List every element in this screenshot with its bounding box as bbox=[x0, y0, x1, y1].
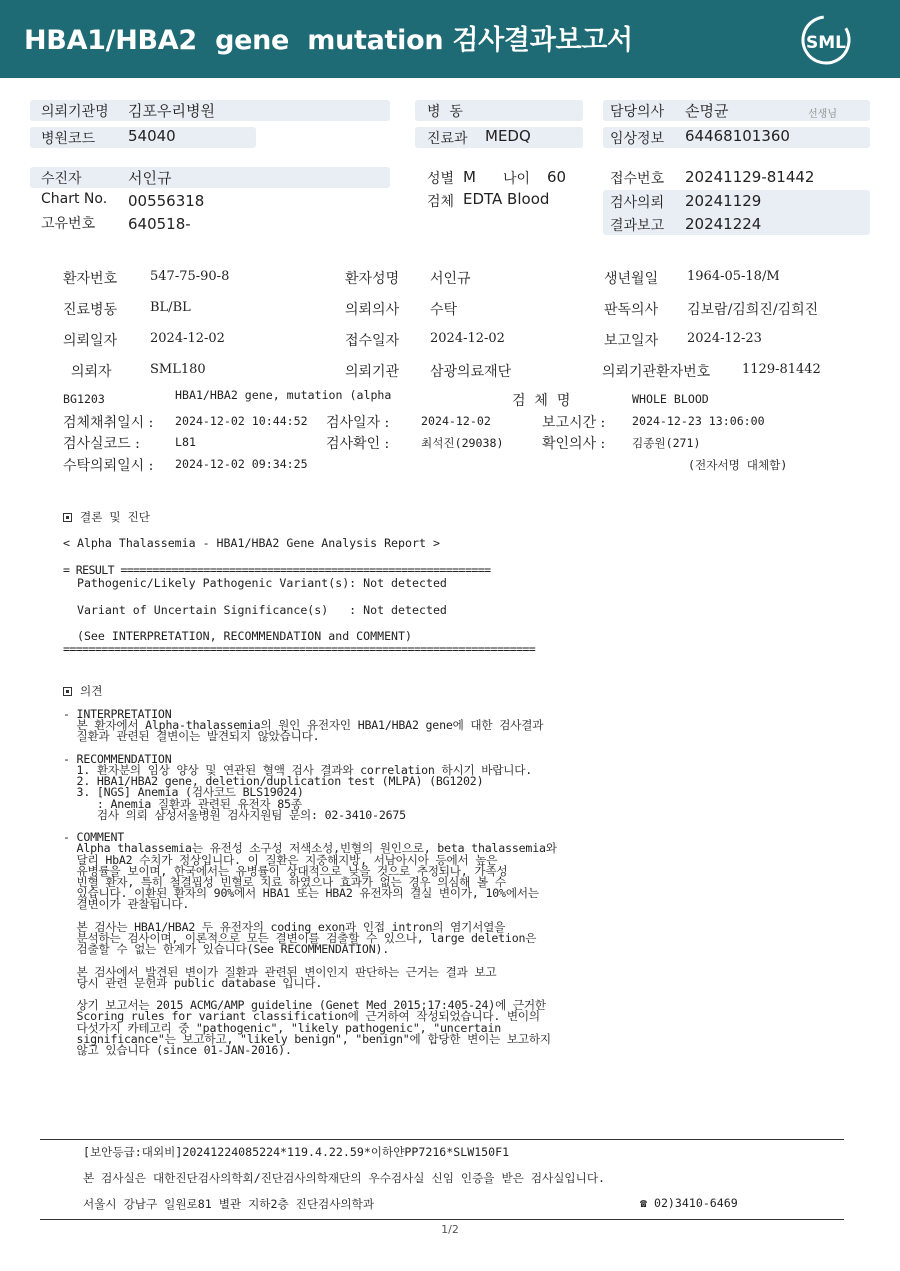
sex-value: M bbox=[463, 168, 476, 186]
opinion-line: significance"는 보고하고, "likely benign", "benign"에 합당한 변이는 보고하지 bbox=[63, 1031, 551, 1046]
request-label: 검사의뢰 bbox=[610, 195, 665, 211]
receipt-no-value: 20241129-81442 bbox=[685, 168, 815, 186]
page-title: HBA1/HBA2 gene mutation 검사결과보고서 bbox=[24, 25, 633, 56]
hospital-code-value: 54040 bbox=[128, 127, 176, 145]
request-value: 20241129 bbox=[685, 192, 762, 210]
doctor-suffix: 선생님 bbox=[808, 109, 837, 120]
opinion-line: 1. 환자분의 임상 양상 및 연관된 혈액 검사 결과와 correlation 하시기 바랍니다. bbox=[63, 763, 533, 777]
report-time-label: 보고시간 : bbox=[542, 415, 606, 431]
dob-label: 생년월일 bbox=[604, 271, 659, 287]
inst-pid-label: 의뢰기관환자번호 bbox=[602, 364, 711, 380]
opinion-line: 상기 보고서는 2015 ACMG/AMP guideline (Genet Med 2015;17:405-24)에 근거한 bbox=[63, 998, 546, 1013]
reading-doc-label: 판독의사 bbox=[604, 302, 659, 318]
opinion-line: 검출할 수 없는 한계가 있습니다(See RECOMMENDATION). bbox=[63, 942, 390, 957]
page-number: 1/2 bbox=[441, 1223, 459, 1236]
chart-no-label: Chart No. bbox=[41, 191, 108, 207]
checker-label: 확인의사 : bbox=[542, 436, 606, 452]
age-label: 나이 bbox=[503, 171, 531, 187]
consign-value: 2024-12-02 09:34:25 bbox=[175, 457, 308, 471]
req-date-value: 2024-12-02 bbox=[150, 331, 225, 346]
unique-id-label: 고유번호 bbox=[41, 216, 96, 232]
opinion-line: 검사 의뢰 삼성서울병원 검사지원팀 문의: 02-3410-2675 bbox=[63, 807, 406, 822]
opinion-line: 달리 HbA2 수치가 정상입니다. 이 질환은 지중해지방, 서남아시아 등에서 높은 bbox=[63, 852, 498, 867]
patient-value: 서인규 bbox=[128, 169, 172, 187]
pathogenic-line: Pathogenic/Likely Pathogenic Variant(s): Not detected bbox=[63, 576, 447, 590]
rec-date-label: 접수일자 bbox=[345, 333, 400, 349]
unique-id-value: 640518- bbox=[128, 215, 191, 233]
req-date-label: 의뢰일자 bbox=[63, 333, 118, 349]
opinion-line: 본 환자에서 Alpha-thalassemia의 원인 유전자인 HBA1/HBA2 gene에 대한 검사결과 bbox=[63, 718, 544, 733]
pid-value: 547-75-90-8 bbox=[150, 269, 230, 284]
opinion-line: 있습니다. 이환된 환자의 90%에서 HBA1 또는 HBA2 유전자의 결실 변이가, 10%에서는 bbox=[63, 886, 539, 901]
room-value: L81 bbox=[175, 435, 196, 449]
pname-value: 서인규 bbox=[430, 271, 471, 287]
specimen-name-value: WHOLE BLOOD bbox=[632, 392, 709, 406]
dob-value: 1964-05-18/M bbox=[687, 269, 780, 284]
pid-label: 환자번호 bbox=[63, 271, 118, 287]
institution-value: 김포우리병원 bbox=[128, 102, 215, 120]
specimen-value: EDTA Blood bbox=[463, 190, 550, 208]
room-label: 검사실코드 : bbox=[63, 436, 140, 452]
report-header bbox=[0, 0, 900, 78]
patient-label: 수진자 bbox=[41, 171, 82, 187]
requester-value: SML180 bbox=[150, 362, 206, 377]
conclusion-heading-text: 결론 및 진단 bbox=[80, 510, 150, 524]
ward2-value: BL/BL bbox=[150, 300, 191, 315]
receipt-no-label: 접수번호 bbox=[610, 171, 665, 187]
confirm-value: 최석진(29038) bbox=[421, 436, 504, 450]
specimen-name-label: 검 체 명 bbox=[512, 393, 571, 409]
age-value: 60 bbox=[547, 168, 567, 186]
opinion-line: - INTERPRETATION bbox=[63, 707, 172, 721]
reading-doc-value: 김보람/김희진/김희진 bbox=[687, 302, 819, 318]
vus-line: Variant of Uncertain Significance(s) : Not detected bbox=[63, 603, 447, 617]
opinion-line: 2. HBA1/HBA2 gene, deletion/duplication test (MLPA) (BG1202) bbox=[63, 774, 484, 789]
footer-divider-top bbox=[40, 1139, 844, 1140]
inst-pid-value: 1129-81442 bbox=[742, 362, 821, 377]
rep-date-label: 보고일자 bbox=[604, 333, 659, 349]
dept-label: 진료과 bbox=[427, 131, 468, 147]
test-date-value: 2024-12-02 bbox=[421, 414, 491, 428]
footer-divider-bottom bbox=[40, 1219, 844, 1220]
pname-label: 환자성명 bbox=[345, 271, 400, 287]
opinion-line: - COMMENT bbox=[63, 830, 125, 845]
rec-date-value: 2024-12-02 bbox=[430, 331, 505, 346]
see-line: (See INTERPRETATION, RECOMMENDATION and COMMENT) bbox=[63, 629, 413, 643]
opinion-line: 본 검사에서 발견된 변이가 질환과 관련된 변이인지 판단하는 근거는 결과 보고 bbox=[63, 964, 497, 979]
sex-label: 성별 bbox=[427, 171, 455, 187]
sml-logo-icon bbox=[800, 14, 852, 66]
result-line: = RESULT ========================================================== bbox=[63, 563, 491, 577]
req-inst-label: 의뢰기관 bbox=[345, 364, 400, 380]
dept-value: MEDQ bbox=[485, 127, 531, 145]
collect-label: 검체채취일시 : bbox=[63, 415, 154, 431]
phone-line: ☎ 02)3410-6469 bbox=[640, 1196, 738, 1210]
req-doc-label: 의뢰의사 bbox=[345, 302, 400, 318]
opinion-line: : Anemia 질환과 관련된 유전자 85종 bbox=[63, 796, 302, 811]
square-bullet-icon bbox=[63, 687, 72, 696]
opinion-line: 질환과 관련된 결변이는 발견되지 않았습니다. bbox=[63, 729, 320, 744]
sign-note: (전자서명 대체함) bbox=[688, 458, 788, 472]
end-line: ========================================================================== bbox=[63, 642, 536, 656]
specimen-label: 검체 bbox=[427, 194, 455, 210]
collect-value: 2024-12-02 10:44:52 bbox=[175, 414, 308, 428]
requester-label: 의뢰자 bbox=[71, 364, 112, 380]
opinion-line: 유병률을 보이며, 한국에서는 유병률이 상대적으로 낮을 것으로 추정되나, 가족성 bbox=[63, 863, 508, 878]
hospital-code-label: 병원코드 bbox=[41, 131, 96, 147]
opinion-line: 분석하는 검사이며, 이론적으로 모든 결변이를 검출할 수 있으나, large deletion은 bbox=[63, 931, 537, 945]
consign-label: 수탁의뢰일시 : bbox=[63, 458, 154, 474]
opinion-line: 결변이가 관찰됩니다. bbox=[63, 897, 190, 912]
report-time-value: 2024-12-23 13:06:00 bbox=[632, 414, 765, 428]
patient-box bbox=[30, 167, 390, 188]
cert-line: 본 검사실은 대한진단검사의학회/진단검사의학재단의 우수검사실 신임 인증을 받은 검사실입니다. bbox=[83, 1171, 606, 1185]
req-doc-value: 수탁 bbox=[430, 302, 458, 318]
report-value: 20241224 bbox=[685, 215, 762, 233]
test-date-label: 검사일자 : bbox=[326, 415, 390, 431]
doctor-value: 손명균 bbox=[685, 102, 729, 120]
confirm-label: 검사확인 : bbox=[326, 436, 390, 452]
conclusion-heading bbox=[63, 509, 150, 525]
opinion-line: Scoring rules for variant classification에 근거하여 작성되었습니다. 변이의 bbox=[63, 1009, 540, 1024]
institution-label: 의뢰기관명 bbox=[41, 104, 109, 120]
opinion-heading-text: 의견 bbox=[80, 684, 103, 698]
opinion-line: 않고 있습니다 (since 01-JAN-2016). bbox=[63, 1043, 292, 1057]
opinion-heading bbox=[63, 683, 102, 699]
report-label: 결과보고 bbox=[610, 218, 665, 234]
opinion-line: 3. [NGS] Anemia (검사코드 BLS19024) bbox=[63, 785, 304, 800]
clinical-value: 64468101360 bbox=[685, 127, 790, 145]
test-name: HBA1/HBA2 gene, mutation (alpha bbox=[175, 388, 392, 402]
opinion-line: Alpha thalassemia는 유전성 소구성 저색소성,빈혈의 원인으로, beta thalassemia와 bbox=[63, 841, 557, 856]
logo-text: SML bbox=[806, 33, 846, 53]
chart-no-value: 00556318 bbox=[128, 192, 205, 210]
square-bullet-icon bbox=[63, 513, 72, 522]
ward2-label: 진료병동 bbox=[63, 302, 118, 318]
security-line: [보안등급:대외비]20241224085224*119.4.22.59*이하얀PP7216*SLW150F1 bbox=[83, 1145, 510, 1159]
req-inst-value: 삼광의료재단 bbox=[430, 364, 512, 380]
opinion-line: - RECOMMENDATION bbox=[63, 751, 172, 766]
rep-date-value: 2024-12-23 bbox=[687, 331, 762, 346]
opinion-line: 빈혈 환자, 특히 철결핍성 빈혈로 치료 하였으나 효과가 없는 경우 의심해 볼 수 bbox=[63, 875, 506, 889]
opinion-line: 당시 관련 문헌과 public database 입니다. bbox=[63, 975, 323, 990]
report-title: < Alpha Thalassemia - HBA1/HBA2 Gene Analysis Report > bbox=[63, 536, 440, 550]
address-line: 서울시 강남구 일원로81 별관 지하2층 진단검사의학과 bbox=[83, 1197, 375, 1211]
opinion-line: 다섯가지 카테고리 중 "pathogenic", "likely pathogenic", "uncertain bbox=[63, 1020, 501, 1035]
doctor-label: 담당의사 bbox=[610, 104, 665, 120]
test-code: BG1203 bbox=[63, 392, 105, 406]
checker-value: 김종원(271) bbox=[632, 436, 701, 450]
clinical-label: 임상정보 bbox=[610, 131, 665, 147]
opinion-line: 본 검사는 HBA1/HBA2 두 유전자의 coding exon과 인접 intron의 염기서열을 bbox=[63, 919, 506, 934]
ward-label: 병 동 bbox=[427, 104, 463, 120]
